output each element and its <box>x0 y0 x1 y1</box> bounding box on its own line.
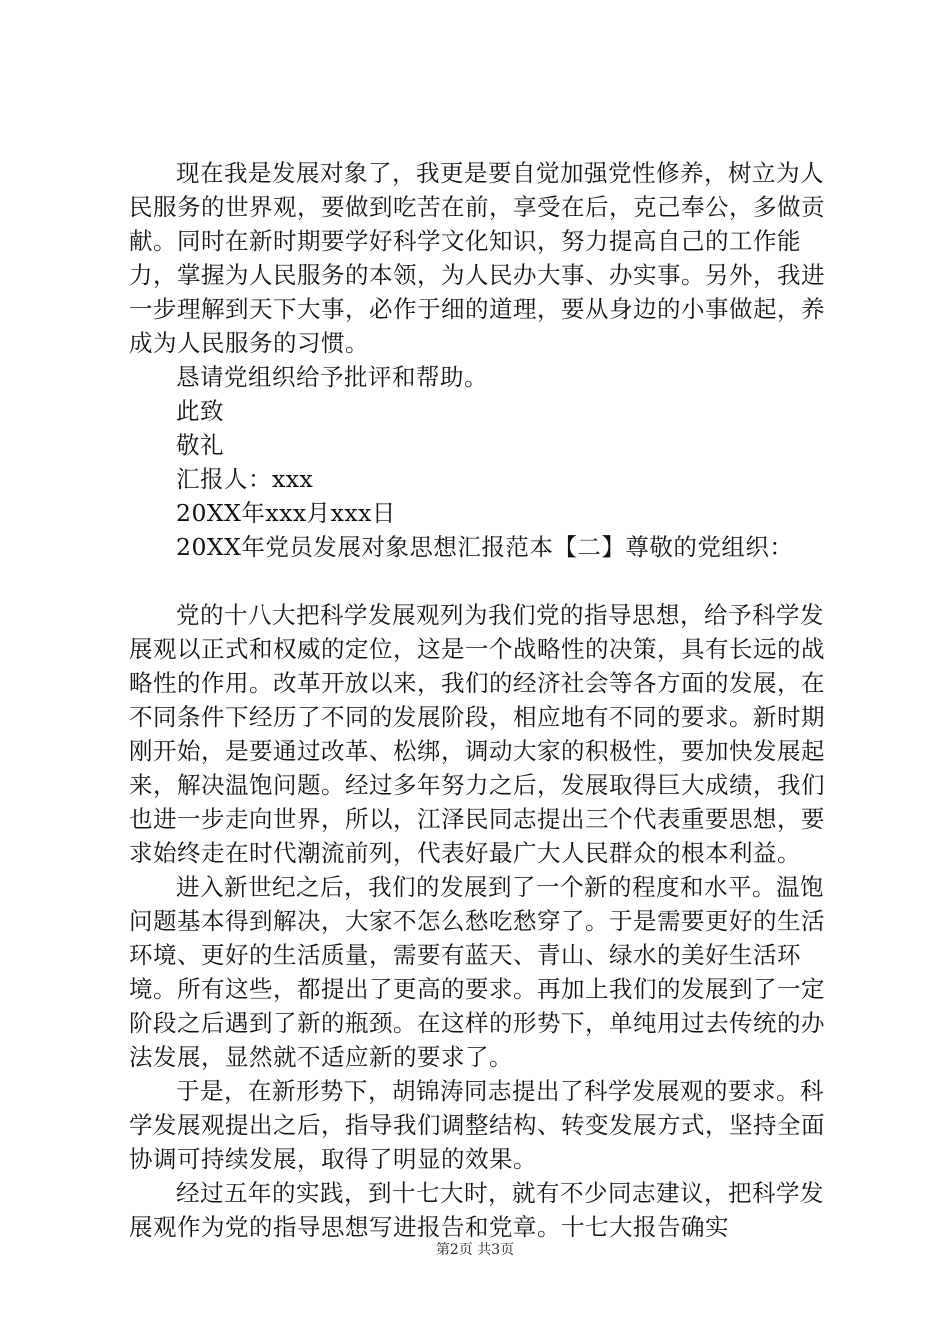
date-line: 20XX年xxx月xxx日 <box>176 499 396 527</box>
document-body <box>129 156 841 1244</box>
salutation-line: 此致 <box>176 397 224 425</box>
paragraph: 党的十八大把科学发展观列为我们党的指导思想，给予科学发展观以正式和权威的定位，这是一个战略性的决策，具有长远的战略性的作用。改革开放以来，我们的经济社会等各方面的发展，在不同条件下经历了不同的发展阶段，相应地有不同的要求。新时期刚开始，是要通过改革、松绑，调动大家的积极性，要加快发展起来，解决温饱问题。经过多年努力之后，发展取得巨大成绩，我们也进一步走向世界，所以，江泽民同志提出三个代表重要思想，要求始终走在时代潮流前列，代表好最广大人民群众的根本利益。 <box>129 601 825 867</box>
paragraph: 现在我是发展对象了，我更是要自觉加强党性修养，树立为人民服务的世界观，要做到吃苦在前，享受在后，克己奉公，多做贡献。同时在新时期要学好科学文化知识，努力提高自己的工作能力，掌握为人民服务的本领，为人民办大事、办实事。另外，我进一步理解到天下大事，必作于细的道理，要从身边的小事做起，养成为人民服务的习惯。 <box>129 159 825 357</box>
blank-line <box>129 564 841 598</box>
section-heading: 20XX年党员发展对象思想汇报范本【二】尊敬的党组织： <box>176 533 794 561</box>
salutation-line: 敬礼 <box>176 431 224 459</box>
paragraph: 经过五年的实践，到十七大时，就有不少同志建议，把科学发展观作为党的指导思想写进报告和党章。十七大报告确实 <box>129 1179 824 1241</box>
page-number-footer: 第2页 共3页 <box>435 1242 515 1258</box>
paragraph: 于是，在新形势下，胡锦涛同志提出了科学发展观的要求。科学发展观提出之后，指导我们调整结构、转变发展方式，坚持全面协调可持续发展，取得了明显的效果。 <box>129 1077 825 1173</box>
reporter-line: 汇报人：xxx <box>176 465 314 493</box>
paragraph: 进入新世纪之后，我们的发展到了一个新的程度和水平。温饱问题基本得到解决，大家不怎么愁吃愁穿了。于是需要更好的生活环境、更好的生活质量，需要有蓝天、青山、绿水的美好生活环境。所有这些，都提出了更高的要求。再加上我们的发展到了一定阶段之后遇到了新的瓶颈。在这样的形势下，单纯用过去传统的办法发展，显然就不适应新的要求了。 <box>129 873 825 1071</box>
paragraph: 恳请党组织给予批评和帮助。 <box>176 363 488 391</box>
